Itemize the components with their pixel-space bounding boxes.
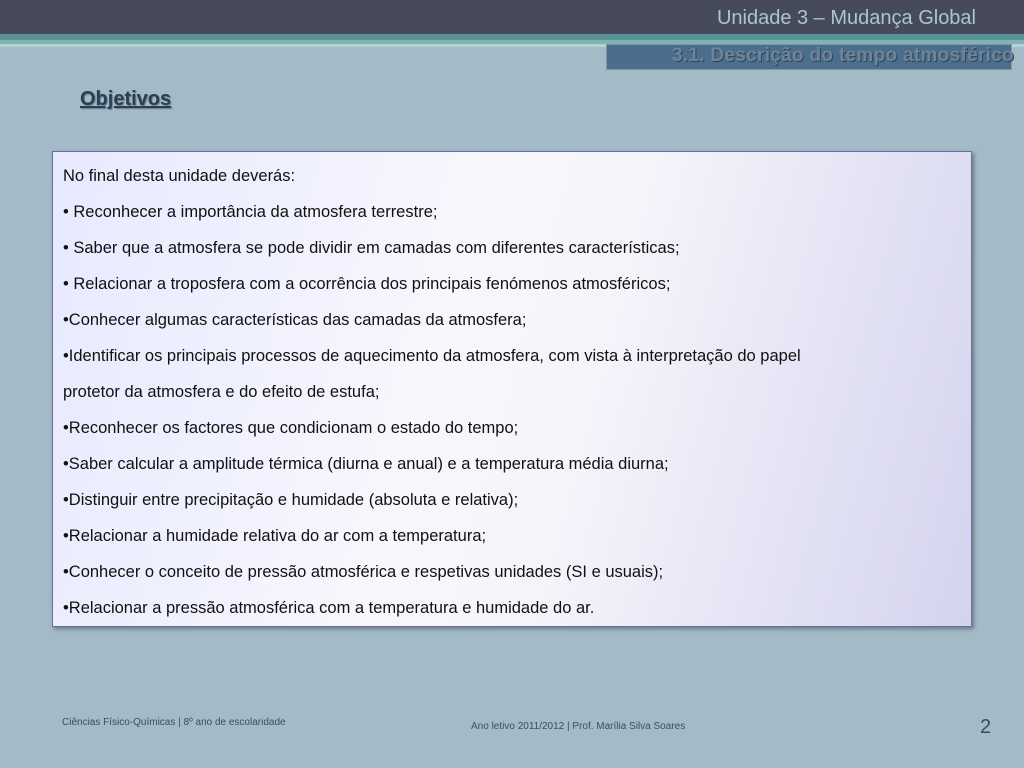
- objective-item: • Saber que a atmosfera se pode dividir em camadas com diferentes características;: [63, 239, 680, 257]
- slide-subtitle: 3.1. Descrição do tempo atmosférico: [671, 45, 1014, 66]
- objectives-box: [52, 151, 972, 627]
- objective-item: • Reconhecer a importância da atmosfera terrestre;: [63, 203, 438, 221]
- objective-item: •Relacionar a humidade relativa do ar com a temperatura;: [63, 527, 487, 545]
- objectives-intro: No final desta unidade deverás:: [63, 167, 296, 185]
- section-heading: Objetivos: [80, 88, 172, 110]
- footer-year-teacher: Ano letivo 2011/2012 | Prof. Marília Silva Soares: [471, 721, 686, 732]
- unit-title: Unidade 3 – Mudança Global: [716, 7, 976, 29]
- page-number: 2: [980, 716, 992, 738]
- objective-item-continuation: protetor da atmosfera e do efeito de estufa;: [63, 383, 380, 401]
- objective-item: •Relacionar a pressão atmosférica com a temperatura e humidade do ar.: [63, 599, 595, 617]
- objective-item: •Saber calcular a amplitude térmica (diurna e anual) e a temperatura média diurna;: [63, 455, 669, 473]
- objective-item: •Reconhecer os factores que condicionam o estado do tempo;: [63, 419, 519, 437]
- objective-item: • Relacionar a troposfera com a ocorrência dos principais fenómenos atmosféricos;: [63, 275, 671, 293]
- objective-item: •Conhecer o conceito de pressão atmosférica e respetivas unidades (SI e usuais);: [63, 563, 664, 581]
- footer-course-info: Ciências Físico-Químicas | 8º ano de escolaridade: [62, 717, 286, 728]
- objective-item: •Identificar os principais processos de aquecimento da atmosfera, com vista à interpretação do papel: [63, 347, 801, 365]
- objective-item: •Conhecer algumas características das camadas da atmosfera;: [63, 311, 527, 329]
- objective-item: •Distinguir entre precipitação e humidade (absoluta e relativa);: [63, 491, 519, 509]
